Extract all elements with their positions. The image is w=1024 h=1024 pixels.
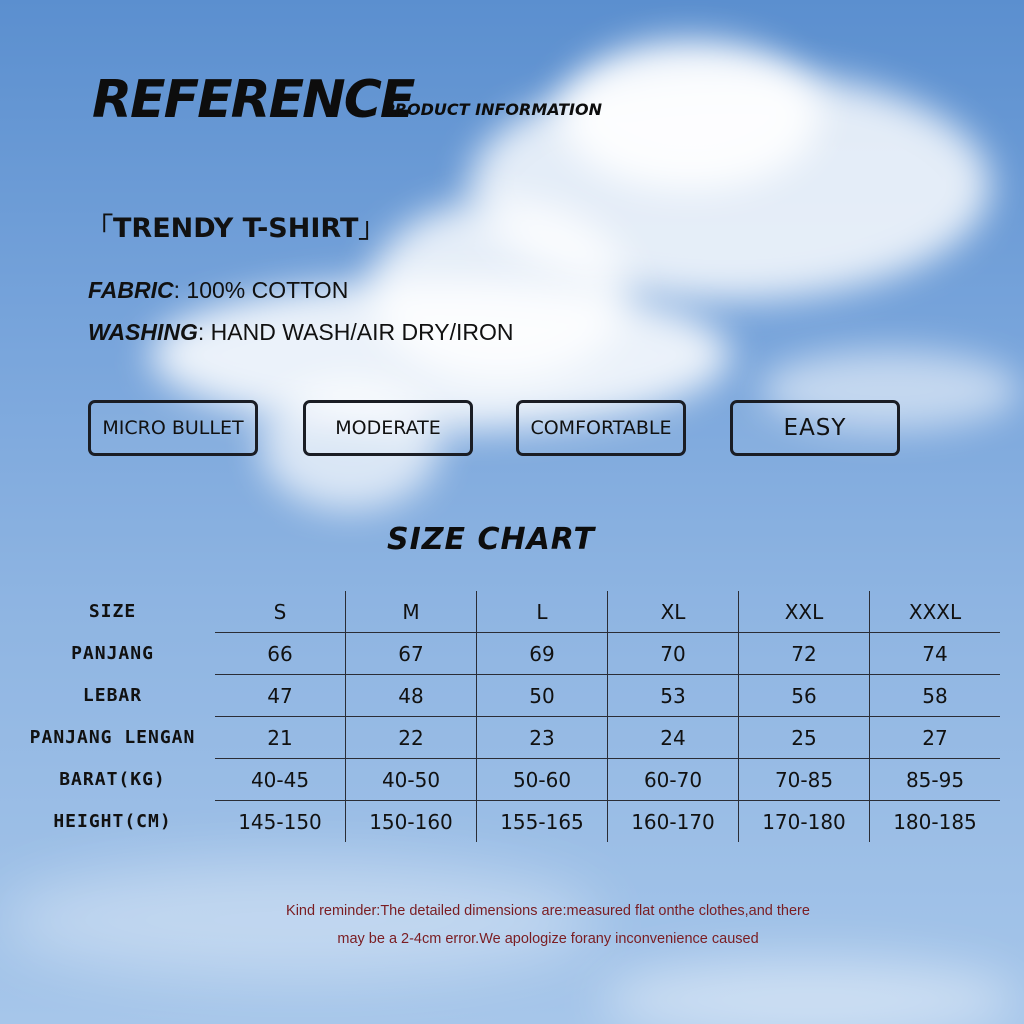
- table-cell: 21: [215, 717, 346, 759]
- feature-badge-comfortable: COMFORTABLE: [516, 400, 686, 456]
- table-cell: 23: [477, 717, 608, 759]
- table-cell: 60-70: [608, 759, 739, 801]
- table-cell: 155-165: [477, 801, 608, 843]
- table-row: [10, 633, 1000, 675]
- fabric-label: FABRIC: [88, 277, 174, 303]
- page-title: REFERENCE: [92, 70, 414, 130]
- size-header-cell: XL: [608, 591, 739, 633]
- table-cell: 56: [739, 675, 870, 717]
- reminder-line-2: may be a 2-4cm error.We apologize forany inconvenience caused: [337, 931, 759, 947]
- table-cell: 24: [608, 717, 739, 759]
- table-cell: 72: [739, 633, 870, 675]
- table-cell: 160-170: [608, 801, 739, 843]
- table-cell: 145-150: [215, 801, 346, 843]
- table-cell: 69: [477, 633, 608, 675]
- feature-badge-easy: EASY: [730, 400, 900, 456]
- row-label: HEIGHT(CM): [53, 810, 172, 832]
- table-row: [10, 717, 1000, 759]
- table-cell: 22: [346, 717, 477, 759]
- table-cell: 48: [346, 675, 477, 717]
- table-cell: 74: [870, 633, 1001, 675]
- row-label: PANJANG LENGAN: [29, 727, 196, 748]
- table-cell: 50: [477, 675, 608, 717]
- table-cell: 47: [215, 675, 346, 717]
- table-cell: 67: [346, 633, 477, 675]
- table-cell: 85-95: [870, 759, 1001, 801]
- feature-badge-moderate: MODERATE: [303, 400, 473, 456]
- row-label: BARAT(KG): [59, 769, 166, 790]
- reminder-line-1: Kind reminder:The detailed dimensions are:measured flat onthe clothes,and there: [286, 903, 810, 919]
- table-row: [10, 759, 1000, 801]
- table-cell: 40-50: [346, 759, 477, 801]
- size-header-cell: XXL: [739, 591, 870, 633]
- page-subtitle: PRODUCT INFORMATION: [383, 100, 602, 119]
- size-header-cell: XXXL: [870, 591, 1001, 633]
- table-cell: 58: [870, 675, 1001, 717]
- product-name: 「TRENDY T-SHIRT」: [86, 213, 386, 244]
- table-cell: 25: [739, 717, 870, 759]
- fabric-value: : 100% COTTON: [173, 277, 349, 303]
- size-header-cell: S: [273, 599, 287, 624]
- washing-value: : HAND WASH/AIR DRY/IRON: [197, 319, 514, 345]
- table-cell: 40-45: [215, 759, 346, 801]
- table-row: [10, 675, 1000, 717]
- size-header-cell: M: [346, 591, 477, 633]
- washing-spec: [88, 319, 514, 346]
- cloud: [0, 860, 600, 980]
- row-label: SIZE: [88, 601, 137, 623]
- table-cell: 53: [608, 675, 739, 717]
- row-label: LEBAR: [82, 685, 143, 706]
- washing-label: WASHING: [88, 319, 198, 345]
- size-chart-table: [10, 591, 1000, 842]
- table-cell: 170-180: [739, 801, 870, 843]
- size-chart-title: SIZE CHART: [386, 522, 596, 557]
- feature-badge-micro-bullet: MICRO BULLET: [88, 400, 258, 456]
- size-header-row: [10, 591, 1000, 633]
- table-cell: 70: [608, 633, 739, 675]
- table-row: [10, 801, 1000, 843]
- table-cell: 66: [215, 633, 346, 675]
- table-cell: 27: [870, 717, 1001, 759]
- fabric-spec: [88, 277, 348, 304]
- size-header-cell: L: [477, 591, 608, 633]
- table-cell: 70-85: [739, 759, 870, 801]
- table-cell: 180-185: [870, 801, 1001, 843]
- table-cell: 150-160: [346, 801, 477, 843]
- row-label: PANJANG: [71, 643, 154, 664]
- table-cell: 50-60: [477, 759, 608, 801]
- cloud: [600, 960, 1020, 1024]
